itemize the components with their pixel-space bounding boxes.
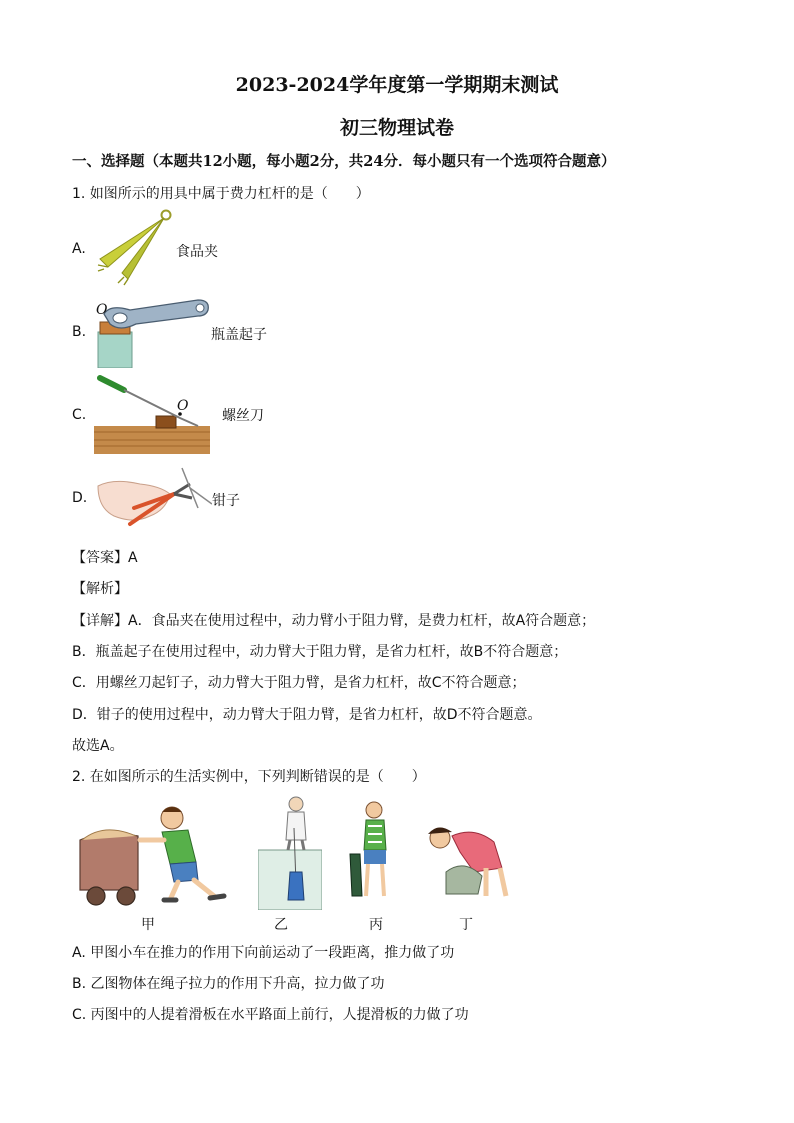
bottle-opener-icon	[90, 294, 214, 368]
figure-caption-jia: 甲	[141, 917, 155, 933]
woman-lifting-sack-illustration	[424, 818, 514, 910]
q1-option-d-label: 钳子	[212, 493, 240, 509]
boy-carrying-skateboard-illustration	[346, 800, 398, 910]
q1-detail-a: 【详解】A．食品夹在使用过程中，动力臂小于阻力臂，是费力杠杆，故A符合题意；	[72, 613, 596, 629]
q1-option-c-pivot-label: O	[177, 398, 189, 414]
q1-option-a-letter: A.	[72, 241, 86, 257]
q1-option-b-label: 瓶盖起子	[211, 327, 267, 343]
figure-caption-bing: 丙	[369, 917, 383, 933]
q1-answer: 【答案】A	[72, 550, 138, 566]
page-subtitle: 初三物理试卷	[339, 117, 454, 139]
q2-stem: 2. 在如图所示的生活实例中，下列判断错误的是（ ）	[72, 769, 426, 785]
pliers-icon	[94, 464, 212, 530]
q1-detail-d: D．钳子的使用过程中，动力臂大于阻力臂，是省力杠杆，故D不符合题意。	[72, 707, 542, 723]
q2-option-b: B. 乙图物体在绳子拉力的作用下升高，拉力做了功	[72, 976, 385, 992]
q1-option-c-label: 螺丝刀	[222, 408, 264, 424]
food-tongs-icon	[94, 207, 178, 287]
q1-detail-c: C．用螺丝刀起钉子，动力臂大于阻力臂，是省力杠杆，故C不符合题意；	[72, 675, 526, 691]
boy-pushing-cart-illustration	[74, 800, 228, 910]
q1-option-c-letter: C.	[72, 407, 87, 423]
q1-analysis-title: 【解析】	[72, 581, 128, 597]
figure-caption-ding: 丁	[459, 917, 473, 933]
screwdriver-icon	[94, 374, 210, 454]
q1-option-a-label: 食品夹	[176, 244, 218, 260]
section-heading: 一、选择题（本题共12小题，每小题2分，共24分．每小题只有一个选项符合题意）	[72, 153, 616, 170]
q1-option-b-letter: B.	[72, 324, 87, 340]
q1-conclusion: 故选A。	[72, 738, 124, 754]
q1-stem: 1. 如图所示的用具中属于费力杠杆的是（ ）	[72, 186, 370, 202]
q2-option-c: C. 丙图中的人提着滑板在水平路面上前行，人提滑板的力做了功	[72, 1007, 469, 1023]
page-title: 2023-2024学年度第一学期期末测试	[235, 74, 559, 96]
q1-detail-b: B．瓶盖起子在使用过程中，动力臂大于阻力臂，是省力杠杆，故B不符合题意；	[72, 644, 568, 660]
q1-option-b-pivot-label: O	[96, 302, 108, 318]
q2-option-a: A. 甲图小车在推力的作用下向前运动了一段距离，推力做了功	[72, 945, 455, 961]
figure-caption-yi: 乙	[274, 917, 288, 933]
q1-option-d-letter: D.	[72, 490, 88, 506]
man-lifting-bucket-illustration	[258, 794, 322, 910]
